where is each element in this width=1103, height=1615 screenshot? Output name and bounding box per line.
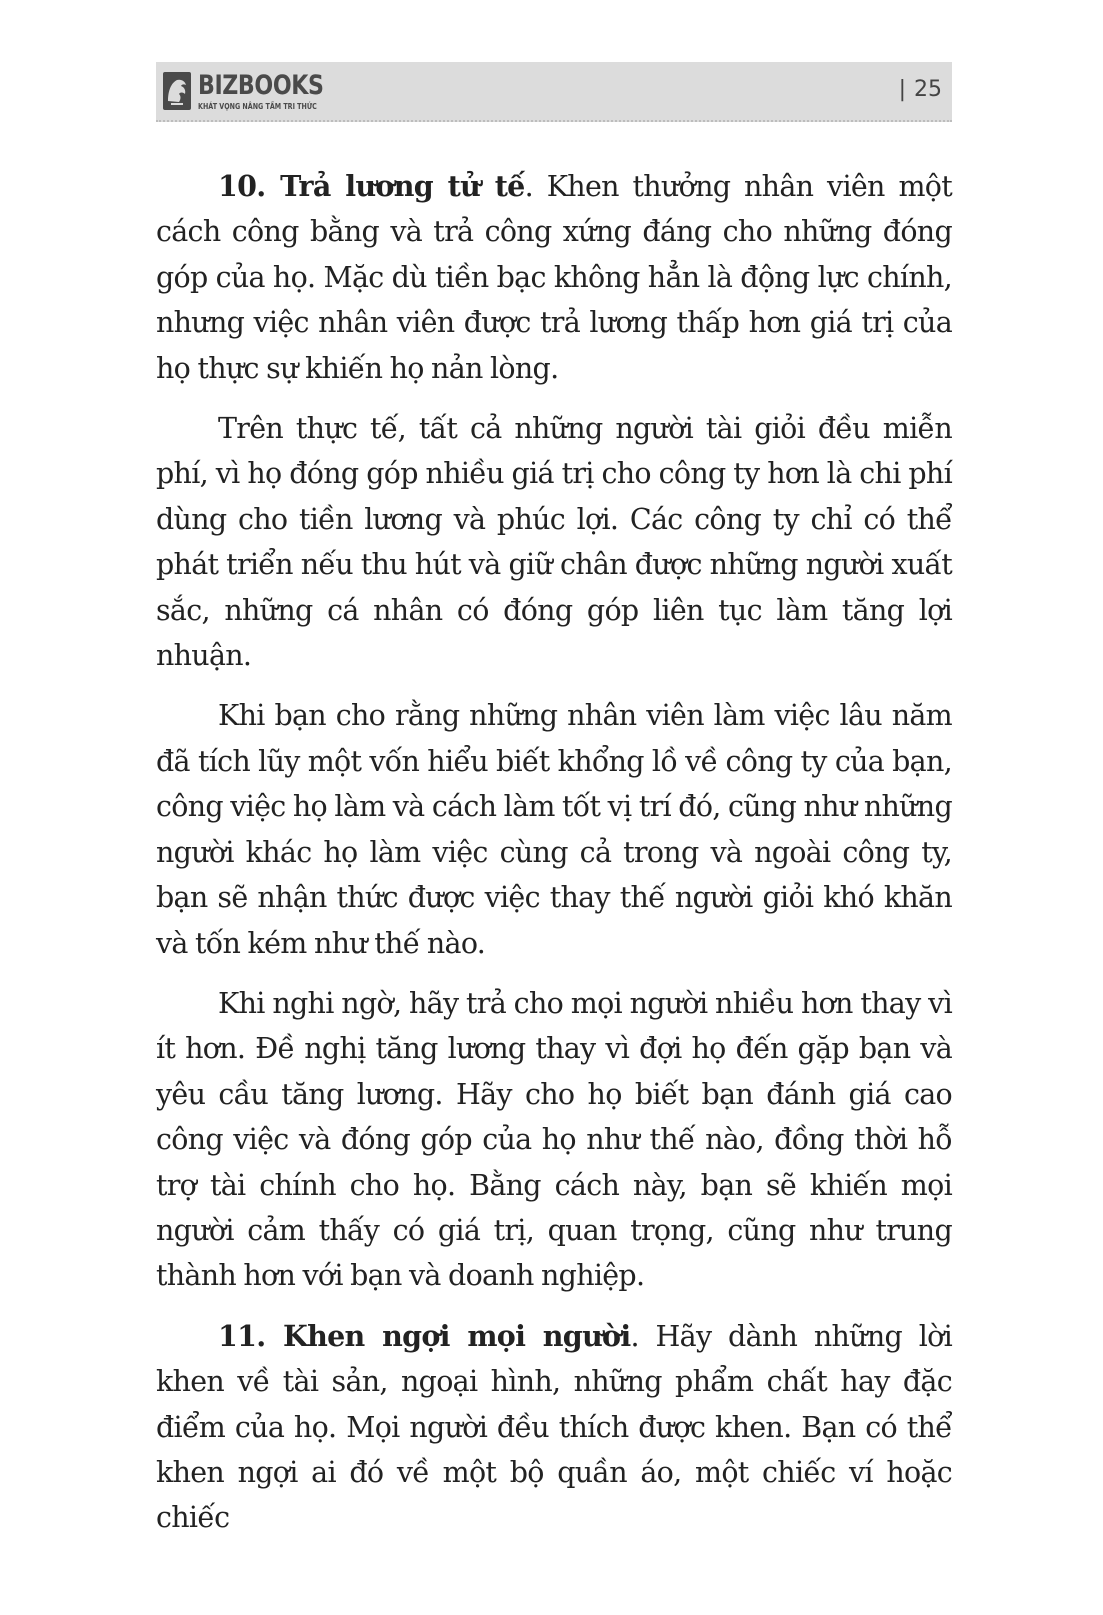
paragraph-11-praise-people — [156, 1314, 952, 1541]
paragraph-10-pay-fairly — [156, 164, 952, 391]
page-number — [899, 77, 942, 102]
lion-emblem-icon — [162, 71, 192, 111]
body-text — [156, 164, 952, 1556]
page-number-separator: | — [898, 77, 906, 102]
section-heading-10: 10. Trả lương tử tế — [218, 169, 525, 203]
paragraph-text: . Hãy dành những lời khen về tài sản, ngoại hình, những phẩm chất hay đặc điểm của họ. Mọi người đều thích được khen. Bạn có thể khen ngợi ai đó về một bộ quần áo, một chiếc ví hoặc chiếc — [156, 1319, 952, 1535]
page-header — [156, 62, 952, 122]
logo-tagline: KHÁT VỌNG NÂNG TẦM TRI THỨC — [198, 101, 317, 111]
paragraph-text: Khi bạn cho rằng những nhân viên làm việc lâu năm đã tích lũy một vốn hiểu biết khổng lồ về công ty của bạn, công việc họ làm và cách làm tốt vị trí đó, cũng như những người khác họ làm việc cùng cả trong và ngoài công ty, bạn sẽ nhận thức được việc thay thế người giỏi khó khăn và tốn kém như thế nào. — [156, 699, 952, 960]
paragraph-text: Trên thực tế, tất cả những người tài giỏi đều miễn phí, vì họ đóng góp nhiều giá trị cho công ty hơn là chi phí dùng cho tiền lương và phúc lợi. Các công ty chỉ có thể phát triển nếu thu hút và giữ chân được những người xuất sắc, những cá nhân có đóng góp liên tục làm tăng lợi nhuận. — [156, 412, 952, 673]
paragraph — [156, 406, 952, 678]
publisher-logo — [162, 70, 351, 112]
paragraph-text: Khi nghi ngờ, hãy trả cho mọi người nhiều hơn thay vì ít hơn. Đề nghị tăng lương thay vì đợi họ đến gặp bạn và yêu cầu tăng lương. Hãy cho họ biết bạn đánh giá cao công việc và đóng góp của họ như thế nào, đồng thời hỗ trợ tài chính cho họ. Bằng cách này, bạn sẽ khiến mọi người cảm thấy có giá trị, quan trọng, cũng như trung thành hơn với bạn và doanh nghiệp. — [156, 986, 952, 1293]
logo-name: BIZBOOKS — [198, 69, 324, 101]
paragraph — [156, 981, 952, 1299]
section-heading-11: 11. Khen ngợi mọi người — [218, 1318, 631, 1353]
paragraph-text: . Khen thưởng nhân viên một cách công bằng và trả công xứng đáng cho những đóng góp của họ. Mặc dù tiền bạc không hẳn là động lực chính, nhưng việc nhân viên được trả lương thấp hơn giá trị của họ thực sự khiến họ nản lòng. — [156, 170, 952, 385]
paragraph — [156, 693, 952, 965]
page-number-value: 25 — [914, 77, 942, 102]
